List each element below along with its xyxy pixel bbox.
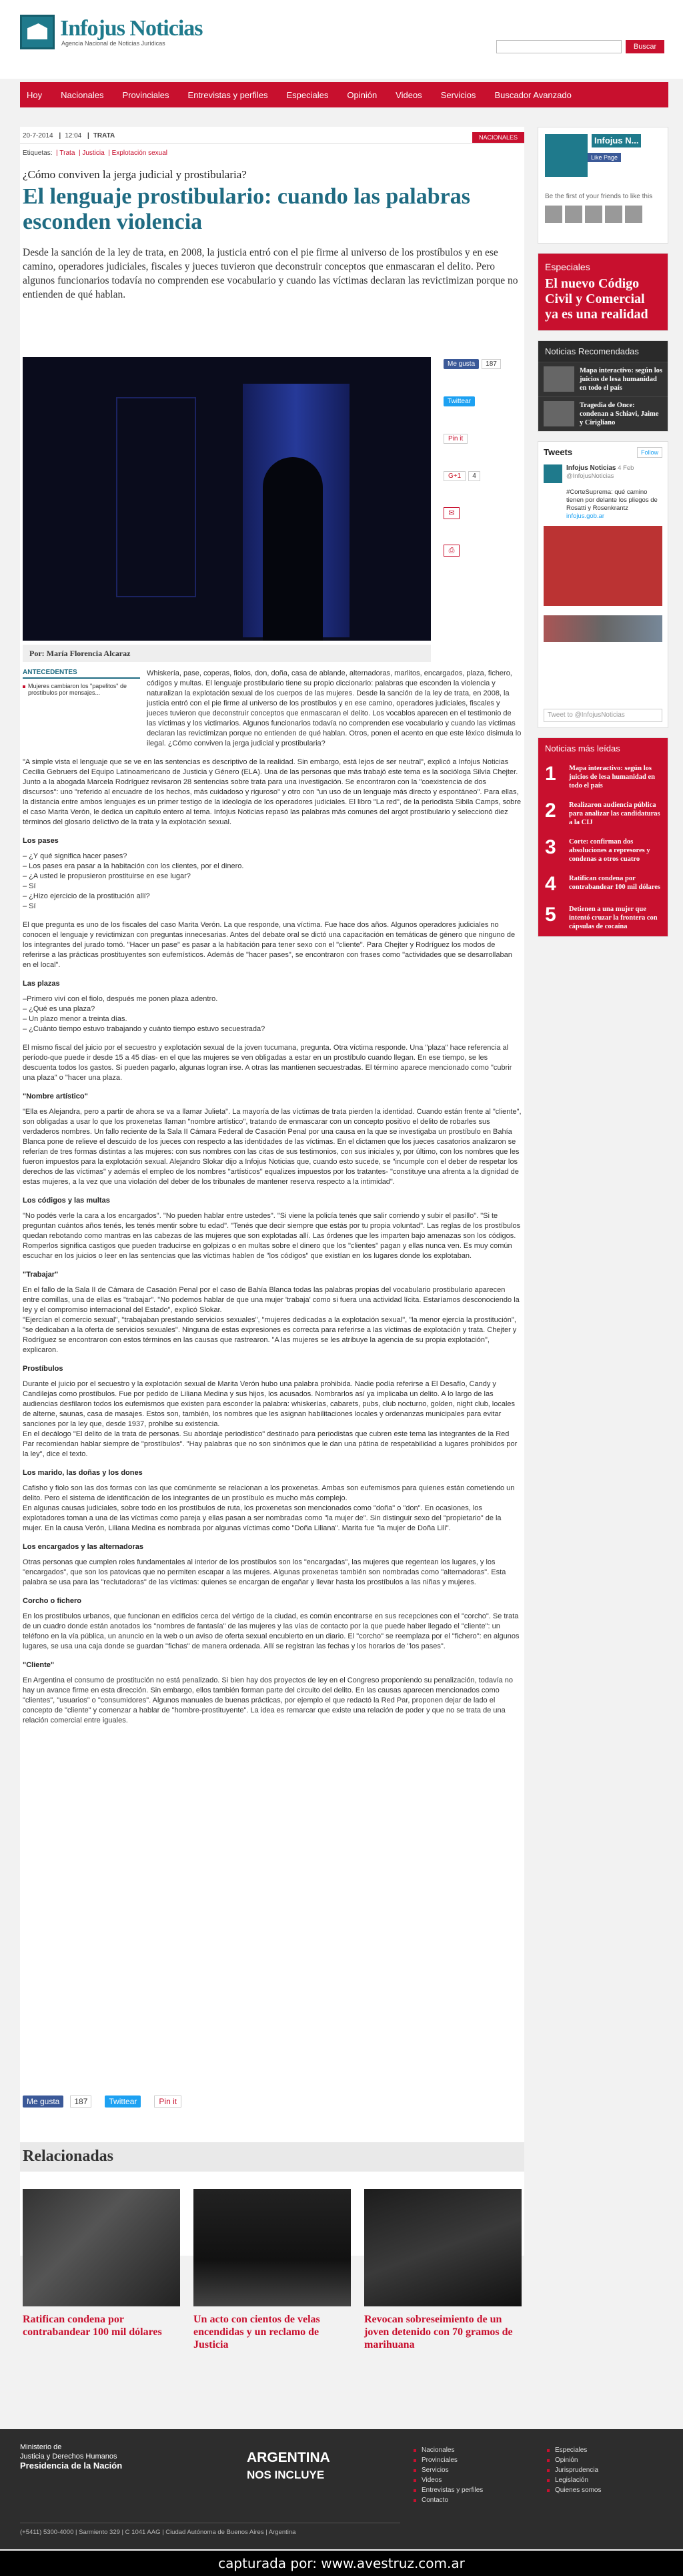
bottom-share-bar bbox=[23, 2096, 181, 2108]
article-lead: Desde la sanción de la ley de trata, en 2008, la justicia entró con el pie firme al universo de los prostíbulos y en ese camino, operadores judiciales, fiscales y jueces tuvieron que deconstruir conceptos que enmascaran el delito. Pero algunos funcionarios todavía no comprenden ese vocabulario y cuando las víctimas declaran las revictimizan porque no entienden de qué hablan. bbox=[23, 247, 518, 300]
tweets-label: Tweets bbox=[544, 447, 573, 457]
especiales-title[interactable]: El nuevo Código Civil y Comercial ya es una realidad bbox=[545, 276, 648, 322]
most-read-item[interactable]: 3 Corte: confirman dos absoluciones a represores y condenas a otros cuatro bbox=[538, 832, 668, 869]
nav-item[interactable]: Opinión bbox=[347, 89, 378, 100]
search-button[interactable]: Buscar bbox=[626, 40, 664, 53]
tweet bbox=[544, 464, 662, 521]
capture-banner: capturada por: www.avestruz.com.ar bbox=[0, 2551, 683, 2576]
most-read-box bbox=[538, 737, 668, 937]
subheading: "Trabajar" bbox=[23, 1271, 59, 1279]
subheading: Los marido, las doñas y los dones bbox=[23, 1469, 143, 1477]
subheading: Prostíbulos bbox=[23, 1365, 63, 1373]
tag-link[interactable]: Trata bbox=[59, 149, 75, 157]
footer bbox=[0, 2429, 683, 2549]
related-headline[interactable]: Revocan sobreseimiento de un joven detenido con 70 gramos de marihuana bbox=[364, 2314, 513, 2350]
recomendada-title[interactable]: Tragedia de Once: condenan a Schiavi, Jaime y Cirigliano bbox=[580, 402, 659, 426]
related-headline[interactable]: Ratifican condena por contrabandear 100 mil dólares bbox=[23, 2314, 162, 2338]
tweet-link[interactable]: infojus.gob.ar bbox=[566, 513, 605, 520]
paragraph: "A simple vista el lenguaje que se ve en las sentencias es descriptivo de la realidad. Sin embargo, está lejos de ser neutral", explicó a Infojus Noticias Cecilia Gebruers del Equipo Latinoamericano de Justicia y Género (ELA). Una de las personas que más trabajó este tema es la socióloga Silvia Chejter. Junto a la abogada Marcela Rodríguez revisaron 28 sentencias sobre trata para una investigación. Se encontraron con la "coexistencia de dos discursos": uno "referido al encuadre de los hechos, más cuidadoso y riguroso" y otro con "un uso de un lenguaje más directo y espontáneo". Para ellas, la distancia entre ambos lenguajes es un primer testigo de la ideología de los operadores judiciales. El libro "La red", de la periodista Sibila Camps, sobre el caso Marita Verón, le dedica un capítulo entero al tema. Infojus Noticias repasó las palabras más comunes del argot prostibulario y seleccionó diez términos del glosario delictivo de la trata y la explotación sexual. bbox=[23, 758, 522, 826]
footer-links bbox=[414, 2447, 654, 2504]
especiales-label: Especiales bbox=[545, 262, 590, 272]
footer-link[interactable]: Entrevistas y perfiles bbox=[414, 2487, 547, 2494]
related-image[interactable] bbox=[193, 2189, 351, 2306]
tag-link[interactable]: Explotación sexual bbox=[111, 149, 168, 157]
tweet-date: 4 Feb bbox=[618, 464, 634, 472]
article-section[interactable]: TRATA bbox=[93, 132, 115, 139]
google-plus-button[interactable]: G+1 bbox=[444, 471, 466, 481]
most-read-title[interactable]: Mapa interactivo: según los juicios de lesa humanidad en todo el país bbox=[569, 765, 655, 789]
most-read-title[interactable]: Corte: confirman dos absoluciones a represores y condenas a otros cuatro bbox=[569, 838, 650, 863]
footer-link[interactable]: Videos bbox=[414, 2477, 547, 2484]
footer-link[interactable]: Legislación bbox=[547, 2477, 654, 2484]
related-item[interactable] bbox=[23, 2189, 180, 2351]
main-nav bbox=[20, 82, 668, 107]
twitter-widget bbox=[538, 441, 668, 728]
quote-block: – ¿Y qué significa hacer pases? – Los pases era pasar a la habitación con los clientes, por el dinero. – ¿A usted le propusieron prostituirse en ese lugar? – Sí – ¿Hizo ejercicio de la prostitución allí? – Sí bbox=[23, 852, 244, 910]
recomendada-item[interactable] bbox=[538, 396, 668, 431]
facebook-count: 187 bbox=[70, 2096, 91, 2108]
tweet-author[interactable]: Infojus Noticias bbox=[566, 464, 616, 472]
tweet-avatar[interactable] bbox=[544, 464, 562, 483]
subheading: Las plazas bbox=[23, 980, 60, 988]
fb-like-page-button[interactable]: Like Page bbox=[588, 153, 621, 162]
article-meta: 20-7-2014 | 12:04 | TRATA NACIONALES bbox=[20, 132, 524, 144]
nav-item[interactable]: Hoy bbox=[27, 89, 43, 100]
facebook-like-button[interactable]: Me gusta bbox=[23, 2096, 63, 2108]
footer-link[interactable]: Servicios bbox=[414, 2467, 547, 2474]
tweet-input[interactable]: Tweet to @InfojusNoticias bbox=[544, 709, 662, 722]
related-headline[interactable]: Un acto con cientos de velas encendidas y un reclamo de Justicia bbox=[193, 2314, 320, 2350]
ministry-logo[interactable] bbox=[20, 2443, 122, 2471]
nav-item[interactable]: Servicios bbox=[440, 89, 476, 100]
quote-block: –Primero viví con el fiolo, después me ponen plaza adentro. – ¿Qué es una plaza? – Un plazo menor a treinta días. – ¿Cuánto tiempo estuvo trabajando y cuánto tiempo estuvo secuestrada? bbox=[23, 995, 265, 1033]
most-read-item[interactable]: 2 Realizaron audiencia pública para analizar las candidaturas a la CIJ bbox=[545, 799, 660, 826]
article-date: 20-7-2014 bbox=[23, 132, 53, 139]
most-read-item[interactable]: 1 Mapa interactivo: según los juicios de lesa humanidad en todo el país bbox=[538, 759, 668, 795]
especiales-box[interactable] bbox=[538, 253, 668, 331]
paragraph: "Ella es Alejandra, pero a partir de ahora se va a llamar Julieta". La mayoría de las víctimas de trata pierden la identidad. Cuando están frente al "cliente", son obligadas a usar lo que los proxenetas llaman "nombre artístico", tratando de enmascarar con un concepto positivo el delito de robarles sus verdaderos nombres. Un fallo reciente de la Sala II Cámara Federal de Casación Penal por una causa en la que se investigaba un prostíbulo en Bahía Blanca pone de relieve el descuido de los jueces con respecto a las identidades de las víctimas. En el dictamen que los jueces casatorios analizaron se referían de tres formas distintas a las mujeres: con sus nombres con las citas de sus testimonios, con sus iniciales y, por último, con los nombres que les fueron impuestos para la explotación sexual. Alejandro Slokar dijo a Infojus Noticias que, cuando esto sucede, se "incumple con el deber de respetar los derechos de las víctimas" y además el empleo de los nombres "artísticos" equalizes impuestos por los tratantes- "constituye una afrenta a la dignidad de estas mujeres, a la vez que una violación del deber de los tribunales de mantener reserva respecto a la intimidad". bbox=[23, 1108, 522, 1186]
footer-link[interactable]: Contacto bbox=[414, 2497, 547, 2504]
tag-link[interactable]: Justicia bbox=[82, 149, 105, 157]
header bbox=[0, 0, 683, 79]
nav-item[interactable]: Buscador Avanzado bbox=[494, 89, 572, 100]
nav-item[interactable]: Provinciales bbox=[122, 89, 169, 100]
fb-page-thumb[interactable] bbox=[545, 134, 588, 177]
argentina-line: NOS INCLUYE bbox=[247, 2469, 325, 2481]
related-title: Relacionadas bbox=[20, 2142, 524, 2172]
related-section bbox=[20, 2142, 524, 2351]
tags-label: Etiquetas: bbox=[23, 149, 53, 157]
subheading: Los pases bbox=[23, 837, 59, 845]
pinterest-button[interactable]: Pin it bbox=[444, 434, 468, 444]
paragraph: "No podés verle la cara a los encargados". "No pueden hablar entre ustedes". "Si viene la policía tenés que salir corriendo y subir el pasillo". "Si te preguntan cuántos años tenés, les tenés mentir sobre tu edad". "Tenés que decir siempre que estás por tu propia voluntad". Las reglas de los prostíbulos quedan rebotando como mantras en las cabezas de las mujeres que son explotadas allí. Las órdenes que les imparten bajo amenazas son los códigos. Romperlos significa castigos que pueden traducirse en golpizas o en multas sobre el dinero que los "clientes" pagan y ellas nunca ven. Es muy común escuchar en los juicios o leer en las sentencias que las víctimas hablen de "los códigos" que existían en los lugares donde los explotaban. bbox=[23, 1212, 521, 1260]
brand-name: Infojus Noticias bbox=[60, 16, 203, 41]
footer-link[interactable]: Quienes somos bbox=[547, 2487, 654, 2494]
article-body bbox=[23, 669, 522, 1734]
ministry-line: Ministerio de bbox=[20, 2443, 62, 2451]
sidebar bbox=[538, 127, 668, 946]
footer-address: (+5411) 5300-4000 | Sarmiento 329 | C 1041 AAG | Ciudad Autónoma de Buenos Aires | Argentina bbox=[20, 2523, 400, 2536]
photo-credit: Por: María Florencia Alcaraz bbox=[23, 645, 431, 662]
email-icon[interactable]: ✉ bbox=[444, 507, 460, 519]
twitter-button[interactable]: Twittear bbox=[444, 396, 475, 406]
antecedentes-link[interactable]: Mujeres cambiaron los "papelitos" de prostíbulos por mensajes... bbox=[23, 683, 140, 696]
related-item[interactable] bbox=[364, 2189, 522, 2351]
tweet-image[interactable] bbox=[544, 615, 662, 642]
most-read-title[interactable]: Realizaron audiencia pública para analizar las candidaturas a la CIJ bbox=[569, 801, 660, 826]
related-item[interactable] bbox=[193, 2189, 351, 2351]
nav-item[interactable]: Nacionales bbox=[61, 89, 104, 100]
print-icon[interactable]: ⎙ bbox=[444, 545, 460, 557]
google-plus-count: 4 bbox=[468, 471, 480, 481]
paragraph: Whiskería, pase, coperas, fiolos, don, doña, casa de ablande, alternadoras, marlitos, encargados, plaza, fichero, códigos y multas. El lenguaje prostibulario tiene su propio diccionario: palabras que esconden la violencia y naturalizan la explotación sexual de los cuerpos de las mujeres. Desde la sanción de la ley de trata, en 2008, la justicia entró con el pie firme al universo de los prostíbulos y en ese camino, operadores judiciales, fiscales y jueces tuvieron que deconstruir conceptos que enmascaran el delito. Los vocablos aparecen en el testimonio de las víctimas y los victimarios. Algunos funcionarios todavía no comprenden ese vocabulario y cuando las víctimas declaran las revictimizan porque no entienden de qué hablan. Otros, ponen el acento en que este léxico disimula lo ilegal. ¿Cómo conviven la jerga judicial y prostibularia? bbox=[147, 669, 522, 747]
article-time: 12:04 bbox=[65, 132, 82, 139]
subheading: Corcho o fichero bbox=[23, 1597, 82, 1605]
twitter-follow-button[interactable]: Follow bbox=[637, 447, 662, 458]
paragraph: Cafisho y fiolo son las dos formas con las que comúnmente se relacionan a los proxenetas. Ambas son eufemismos para quienes están cometiendo un delito. Pero el sistema de identificación de los integrantes de un prostíbulo es mucho más complejo. En algunas causas judiciales, sobre todo en los prostíbulos de ruta, los proxenetas son mencionados como "doña" o "don". En ocasiones, los explotadores toman a una de las víctimas como pareja y ellas pasan a ser nombradas como "la mujer de". Sin distinguir sexo del "propietario" de la mujer. En la causa Verón, Liliana Medina es nombrada por algunas víctimas como "Doña Liliana". Marita fue "la mujer de Doña Lili". bbox=[23, 1484, 515, 1532]
argentina-logo bbox=[247, 2449, 330, 2484]
share-column bbox=[444, 357, 517, 581]
related-image[interactable] bbox=[23, 2189, 180, 2306]
footer-link[interactable]: Opinión bbox=[547, 2457, 654, 2464]
subheading: Los encargados y las alternadoras bbox=[23, 1543, 143, 1551]
subheading: Los códigos y las multas bbox=[23, 1197, 110, 1205]
related-image[interactable] bbox=[364, 2189, 522, 2306]
brand-tagline: Agencia Nacional de Noticias Jurídicas bbox=[61, 40, 165, 47]
nav-item[interactable]: Especiales bbox=[286, 89, 329, 100]
footer-link[interactable]: Especiales bbox=[547, 2447, 654, 2454]
paragraph: En Argentina el consumo de prostitución no está penalizado. Si bien hay dos proyectos de ley en el Congreso proponiendo su penalización, todavía no hay un avance firme en esta dirección. Sin embargo, ellos también forman parte del circuito del delito. En las causas aparecen mencionados como "clientes", "usuarios" o "consumidores". Algunos manuales de buenas prácticas, por ejemplo el que redactó la Red Par, proponen dejar de lado el concepto de "cliente" y comenzar a hablar de "hombre-prostituyente". La idea es remarcar que existe una relación de poder y que no se trata de una relación comercial entre iguales. bbox=[23, 1676, 514, 1724]
most-read-title[interactable]: Detienen a una mujer que intentó cruzar la frontera con cápsulas de cocaína bbox=[569, 906, 658, 930]
recomendada-title[interactable]: Mapa interactivo: según los juicios de lesa humanidad en todo el país bbox=[580, 367, 662, 392]
footer-link[interactable]: Nacionales bbox=[414, 2447, 547, 2454]
most-read-item[interactable]: 4 Ratifican condena por contrabandear 100 mil dólares bbox=[545, 873, 660, 895]
recomendadas-label: Noticias Recomendadas bbox=[538, 341, 668, 362]
footer-link[interactable]: Jurisprudencia bbox=[547, 2467, 654, 2474]
tags: Etiquetas: | Trata | Justicia | Explotación sexual bbox=[23, 149, 168, 157]
fb-note: Be the first of your friends to like this bbox=[545, 193, 653, 200]
footer-link[interactable]: Provinciales bbox=[414, 2457, 547, 2464]
tweet-image[interactable] bbox=[544, 526, 662, 606]
section-badge[interactable]: NACIONALES bbox=[472, 132, 524, 143]
subheading: "Nombre artístico" bbox=[23, 1092, 88, 1100]
most-read-item[interactable]: 5 Detienen a una mujer que intentó cruzar la frontera con cápsulas de cocaína bbox=[538, 900, 668, 936]
logo-icon bbox=[20, 15, 55, 49]
facebook-count: 187 bbox=[482, 359, 501, 369]
antecedentes-title: ANTECEDENTES bbox=[23, 669, 140, 679]
subheading: "Cliente" bbox=[23, 1661, 55, 1669]
recomendadas-box bbox=[538, 340, 668, 432]
argentina-line: ARGENTINA bbox=[247, 2450, 330, 2465]
paragraph: El que pregunta es uno de los fiscales del caso Marita Verón. La que responde, una víctima. Fue hace dos años. Algunos operadores judiciales no conocen el lenguaje y revictimizan con preguntas innecesarias. Antes del debate oral se dictó una capacitación en temáticas de género que ninguno de los integrantes del jurado tomó. "Hacer un pase" es pasar a la habitación para tener sexo con el "cliente". Para Chejter y Rodríguez los modos de referirse a las prácticas prostituyentes son eufemísticos. Además de "hacer pases", se encontraron con frases como "actividades que se desarrollaban en el local". bbox=[23, 921, 516, 969]
article-title: El lenguaje prostibulario: cuando las palabras esconden violencia bbox=[23, 184, 470, 234]
twitter-button[interactable]: Twittear bbox=[105, 2096, 141, 2108]
tweet-handle[interactable]: @InfojusNoticias bbox=[566, 472, 614, 480]
facebook-widget bbox=[538, 127, 668, 244]
article-main bbox=[20, 127, 524, 2350]
nav-item[interactable]: Entrevistas y perfiles bbox=[187, 89, 268, 100]
article-photo bbox=[23, 357, 431, 641]
paragraph: Durante el juicio por el secuestro y la explotación sexual de Marita Verón hubo una palabra prohibida. Nadie podía referirse a El Desafío, Candy y Candilejas como prostíbulos. Fue por pedido de Liliana Medina y sus hijos, los acusados. Nombrarlos así ya implicaba un delito. A lo largo de las audiencias desfilaron todos los eufemismos que existen para esconder la palabra: whiskerías, cabarets, pubs, club nocturno, golden, night club, locales de alterne, saunas, casa de masajes. Estos son, también, los nombres que les asignan habilitaciones locales y ordenanzas municipales para evitar sanciones por la ley que, desde 1937, prohíbe su existencia. En el decálogo "El delito de la trata de personas. Su abordaje periodístico" destinado para periodistas que cubren este tema las integrantes de la Red Par recomiendan hablar siempre de "prostíbulos". "Hay palabras que no son sinónimos que le dan una pátina de respetabilidad a lugares prohibidos por la ley", dice el texto. bbox=[23, 1380, 518, 1458]
paragraph: En los prostíbulos urbanos, que funcionan en edificios cerca del vértigo de la ciudad, es común encontrarse en sus recepciones con el "corcho". Se trata de un cuadro donde están anotados los "nombres de fantasía" de las mujeres y las vías de contacto por la que puede haber llegado el "cliente": un teléfono en la vía pública, un anuncio en la web o un aviso de oferta sexual encubierto en un diario. El "corcho" se reemplaza por el "fichero": en algunos lugares, se usa una caja donde se guardan "fichas" de manera ordenada. Allí se registran las fechas y los horarios de "los pases". bbox=[23, 1612, 520, 1650]
ministry-line: Justicia y Derechos Humanos bbox=[20, 2453, 117, 2461]
facebook-like-button[interactable]: Me gusta bbox=[444, 359, 479, 369]
nav-item[interactable]: Videos bbox=[396, 89, 422, 100]
paragraph: Otras personas que cumplen roles fundamentales al interior de los prostíbulos son los "encargadas", las mujeres que regentean los lugares, y los "encargados", que son los patovicas que no permiten escapar a las mujeres. Algunas proxenetas también son nombradas como "alternadoras". Esta palabra se usa para las "reclutadoras" de las víctimas: quienes se encargan de engañar y llevar hasta los prostíbulos a las niñas y mujeres. bbox=[23, 1558, 506, 1586]
fb-page-name[interactable]: Infojus N... bbox=[592, 134, 641, 147]
pinterest-button[interactable]: Pin it bbox=[154, 2096, 181, 2108]
paragraph: El mismo fiscal del juicio por el secuestro y explotación sexual de la joven tucumana, pregunta. Otra víctima responde. Una "plaza" hace referencia al período-que puede ir desde 15 a 45 días- en el que las mujeres se ven obligadas a estar en un prostíbulo cuando llegan. En ese tiempo, se les descuenta todos los gastos. Si pueden pagarlo, algunas logran irse. A otras las mantienen secuestradas. El término aparece mencionado como "cubrir una plaza" o "hacer una plaza. bbox=[23, 1044, 512, 1082]
site-logo[interactable] bbox=[20, 15, 203, 49]
tweet-text: #CorteSuprema: qué camino tienen por delante los pliegos de Rosatti y Rosenkrantz bbox=[566, 489, 658, 512]
ministry-line: Presidencia de la Nación bbox=[20, 2461, 123, 2471]
most-read-title[interactable]: Ratifican condena por contrabandear 100 mil dólares bbox=[569, 875, 660, 891]
article-kicker: ¿Cómo conviven la jerga judicial y prostibularia? bbox=[23, 168, 247, 181]
recomendada-item[interactable] bbox=[538, 362, 668, 396]
search-input[interactable] bbox=[496, 40, 622, 53]
fb-faces bbox=[545, 206, 661, 223]
paragraph: En el fallo de la Sala II de Cámara de Casación Penal por el caso de Bahía Blanca todas las palabras propias del vocabulario prostibulario aparecen entre comillas, una de ellas es "trabajar". "No podemos hablar de que una mujer 'trabaja' como si fuera una actividad lícita. Estaríamos desconociendo la ley y el compromiso internacional del Estado", explicó Slokar. "Ejercían el comercio sexual", "trabajaban prestando servicios sexuales", "mujeres dedicadas a la explotación sexual", "la menor ejercía la prostitución", "se dedicaban a la oferta de servicios sexuales". Ninguna de estas expresiones es correcta para referirse a las víctimas de explotación y trata. Chejter y Rodríguez se encontraron con estos términos en las causas que rastrearon. "A las mujeres se les atribuye la agencia de su propia explotación", explicaron. bbox=[23, 1286, 520, 1354]
most-read-label: Noticias más leídas bbox=[545, 743, 620, 753]
